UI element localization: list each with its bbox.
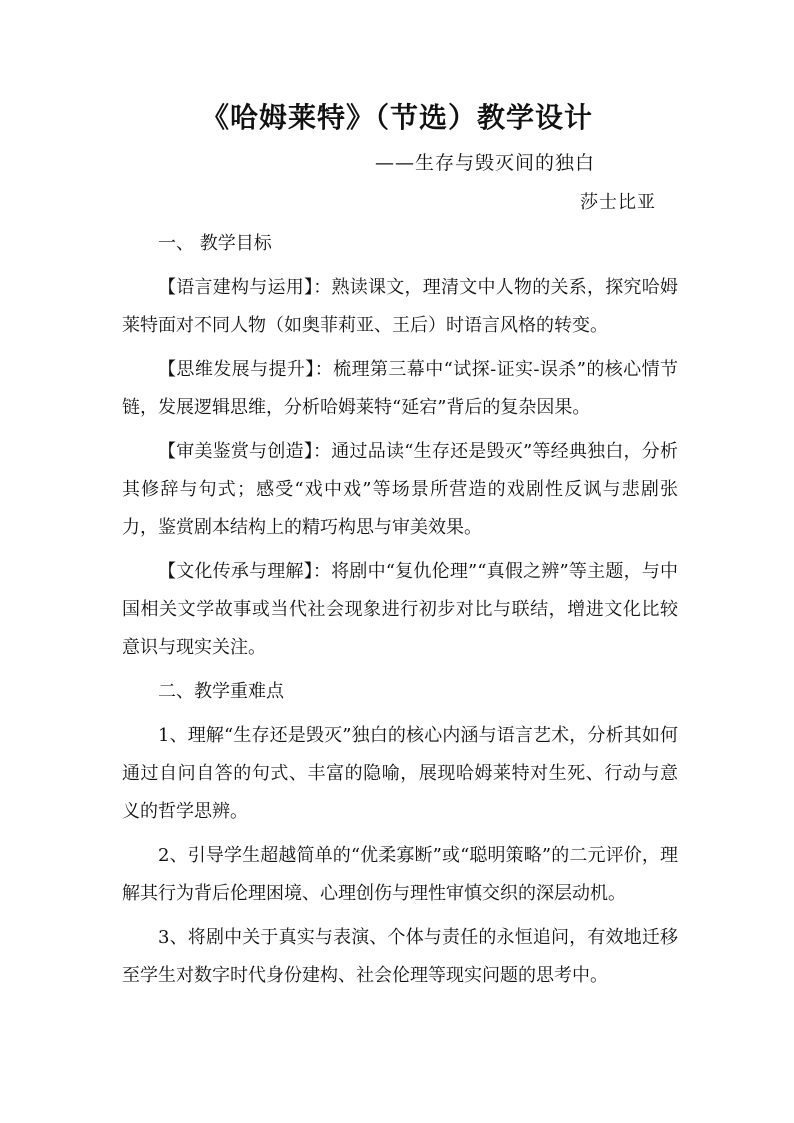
goal-tag: 【思维发展与提升】：	[158, 359, 334, 380]
document-body	[122, 225, 678, 1001]
goal-text: 将剧中“复仇伦理”“真假之辨”等主题，与中国相关文学故事或当代社会现象进行初步对比与联结，增进文化比较意识与现实关注。	[122, 561, 679, 658]
key-point-paragraph: 1、理解“生存还是毁灭”独白的核心内涵与语言艺术，分析其如何通过自问自答的句式、丰富的隐喻，展现哈姆莱特对生死、行动与意义的哲学思辨。	[122, 725, 678, 822]
goal-paragraph	[122, 351, 678, 427]
goal-tag: 【审美鉴赏与创造】：	[158, 441, 332, 462]
goal-paragraph	[122, 553, 678, 667]
goal-paragraph	[122, 433, 678, 547]
key-point-paragraph: 3、将剧中关于真实与表演、个体与责任的永恒追问，有效地迁移至学生对数字时代身份建构、社会伦理等现实问题的思考中。	[122, 927, 678, 986]
section-heading-goals: 一、 教学目标	[158, 233, 272, 254]
document-author: 莎士比亚	[580, 192, 656, 213]
document-title: 《哈姆莱特》（节选）教学设计	[200, 101, 593, 134]
key-point-paragraph: 2、引导学生超越简单的“优柔寡断”或“聪明策略”的二元评价，理解其行为背后伦理困境、心理创伤与理性审慎交织的深层动机。	[122, 845, 678, 904]
goal-text: 通过品读“生存还是毁灭”等经典独白，分析其修辞与句式；感受“戏中戏”等场景所营造的戏剧性反讽与悲剧张力，鉴赏剧本结构上的精巧构思与审美效果。	[122, 441, 679, 538]
goal-text: 熟读课文，理清文中人物的关系，探究哈姆莱特面对不同人物（如奥菲莉亚、王后）时语言风格的转变。	[122, 277, 678, 336]
section-heading-key-points: 二、教学重难点	[158, 681, 284, 702]
goal-tag: 【语言建构与运用】：	[158, 277, 332, 298]
goal-paragraph	[122, 269, 678, 345]
goal-text: 梳理第三幕中“试探-证实-误杀”的核心情节链，发展逻辑思维，分析哈姆莱特“延宕”背后的复杂因果。	[122, 359, 678, 418]
goal-tag: 【文化传承与理解】：	[158, 561, 332, 582]
document-subtitle: ——生存与毁灭间的独白	[375, 152, 596, 174]
